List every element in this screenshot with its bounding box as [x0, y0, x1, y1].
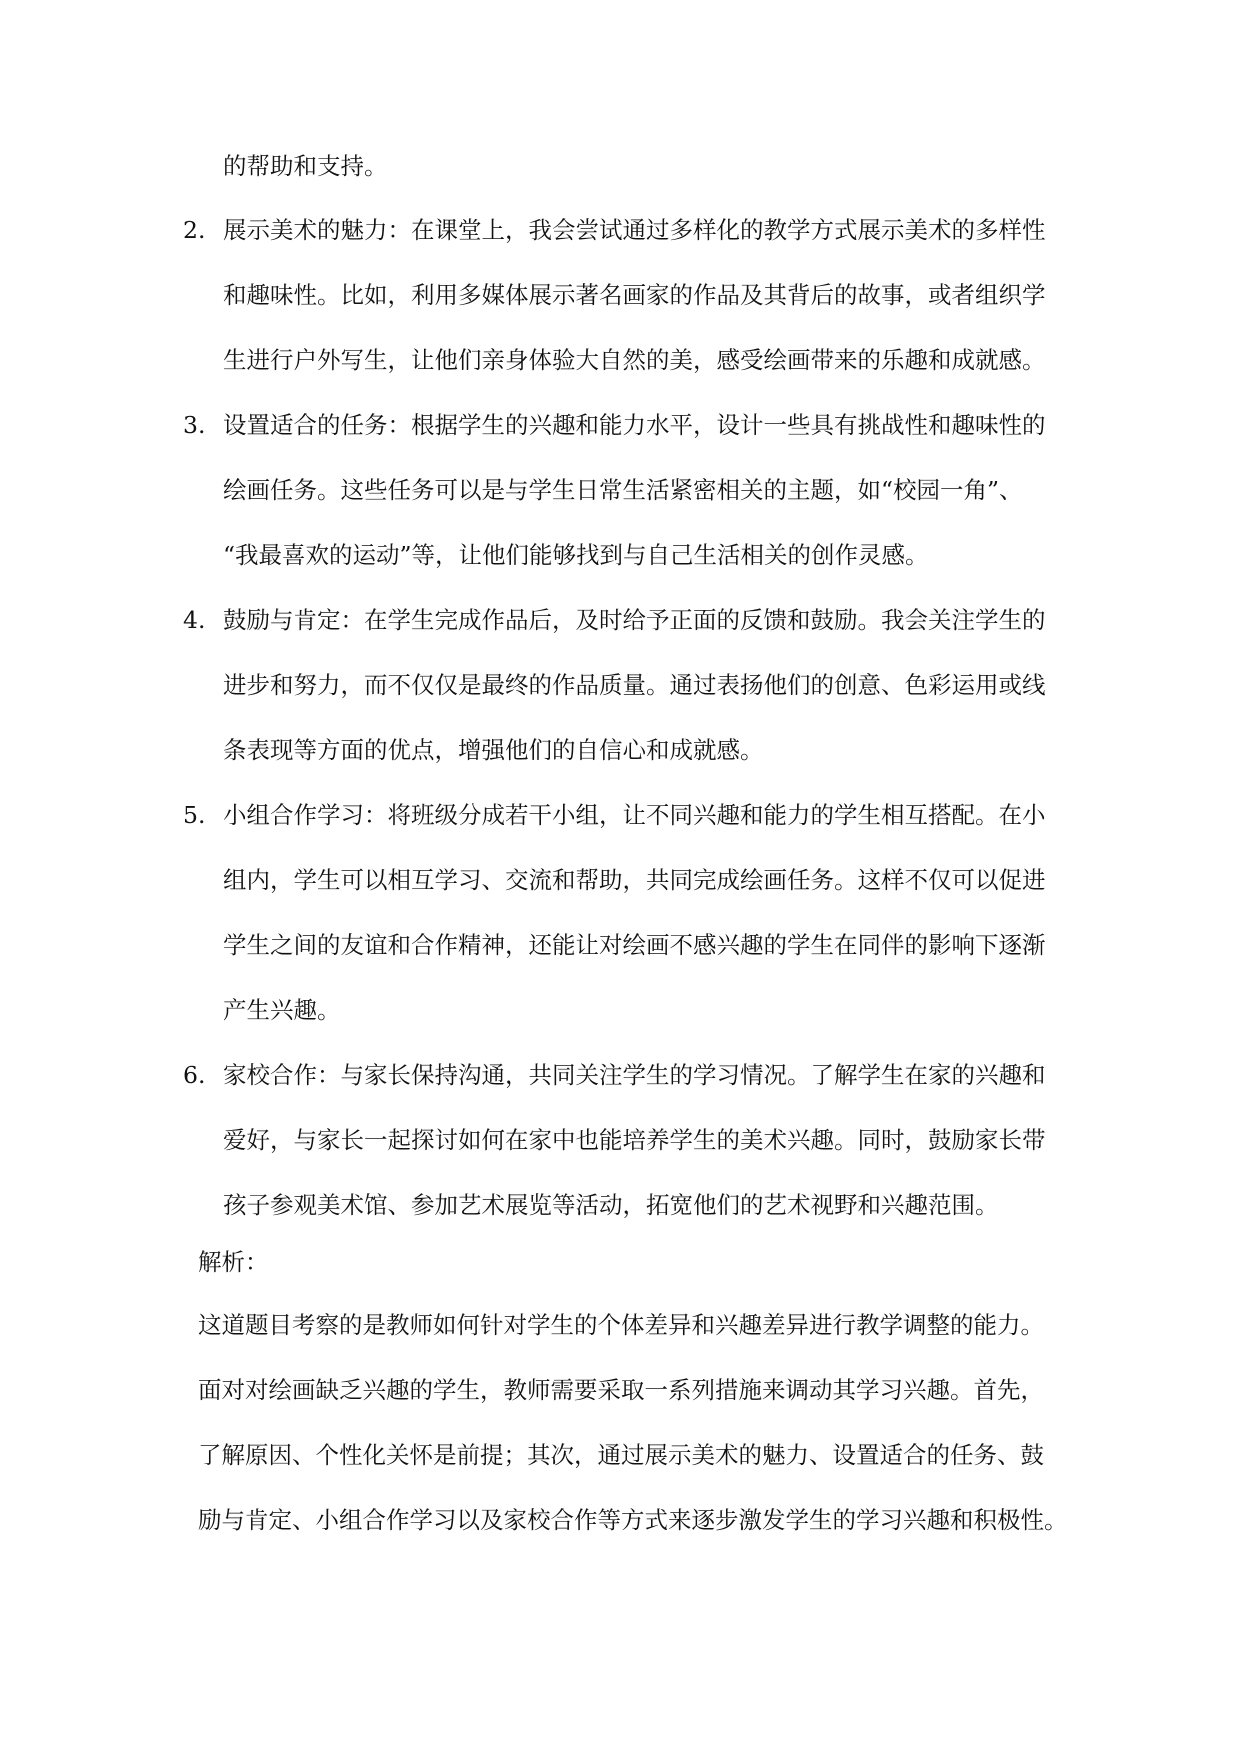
list-item-number: 4.	[183, 606, 206, 634]
list-item-number: 3.	[183, 411, 206, 439]
list-item-line: 进步和努力，而不仅仅是最终的作品质量。通过表扬他们的创意、色彩运用或线	[223, 671, 1046, 699]
list-item-line: 学生之间的友谊和合作精神，还能让对绘画不感兴趣的学生在同伴的影响下逐渐	[223, 931, 1046, 959]
list-item-line: 展示美术的魅力：在课堂上，我会尝试通过多样化的教学方式展示美术的多样性	[223, 216, 1046, 244]
analysis-line: 励与肯定、小组合作学习以及家校合作等方式来逐步激发学生的学习兴趣和积极性。	[198, 1506, 1068, 1534]
list-item-line: 爱好，与家长一起探讨如何在家中也能培养学生的美术兴趣。同时，鼓励家长带	[223, 1126, 1046, 1154]
list-item-line: 产生兴趣。	[223, 996, 341, 1024]
continuation-line: 的帮助和支持。	[223, 152, 388, 180]
list-item-line: 小组合作学习：将班级分成若干小组，让不同兴趣和能力的学生相互搭配。在小	[223, 801, 1046, 829]
list-item-number: 6.	[183, 1061, 206, 1089]
list-item-line: 条表现等方面的优点，增强他们的自信心和成就感。	[223, 736, 764, 764]
analysis-heading: 解析：	[198, 1248, 269, 1276]
list-item-line: 绘画任务。这些任务可以是与学生日常生活紧密相关的主题，如“校园一角”、	[223, 476, 1023, 504]
analysis-line: 了解原因、个性化关怀是前提；其次，通过展示美术的魅力、设置适合的任务、鼓	[198, 1441, 1044, 1469]
list-item-line: 鼓励与肯定：在学生完成作品后，及时给予正面的反馈和鼓励。我会关注学生的	[223, 606, 1046, 634]
list-item-line: 设置适合的任务：根据学生的兴趣和能力水平，设计一些具有挑战性和趣味性的	[223, 411, 1046, 439]
list-item-line: 生进行户外写生，让他们亲身体验大自然的美，感受绘画带来的乐趣和成就感。	[223, 346, 1046, 374]
analysis-line: 这道题目考察的是教师如何针对学生的个体差异和兴趣差异进行教学调整的能力。	[198, 1311, 1044, 1339]
list-item-line: 组内，学生可以相互学习、交流和帮助，共同完成绘画任务。这样不仅可以促进	[223, 866, 1046, 894]
list-item-number: 2.	[183, 216, 206, 244]
analysis-line: 面对对绘画缺乏兴趣的学生，教师需要采取一系列措施来调动其学习兴趣。首先，	[198, 1376, 1044, 1404]
list-item-line: 家校合作：与家长保持沟通，共同关注学生的学习情况。了解学生在家的兴趣和	[223, 1061, 1046, 1089]
list-item-line: 孩子参观美术馆、参加艺术展览等活动，拓宽他们的艺术视野和兴趣范围。	[223, 1191, 999, 1219]
list-item-number: 5.	[183, 801, 206, 829]
list-item-line: “我最喜欢的运动”等，让他们能够找到与自己生活相关的创作灵感。	[223, 541, 929, 569]
list-item-line: 和趣味性。比如，利用多媒体展示著名画家的作品及其背后的故事，或者组织学	[223, 281, 1046, 309]
